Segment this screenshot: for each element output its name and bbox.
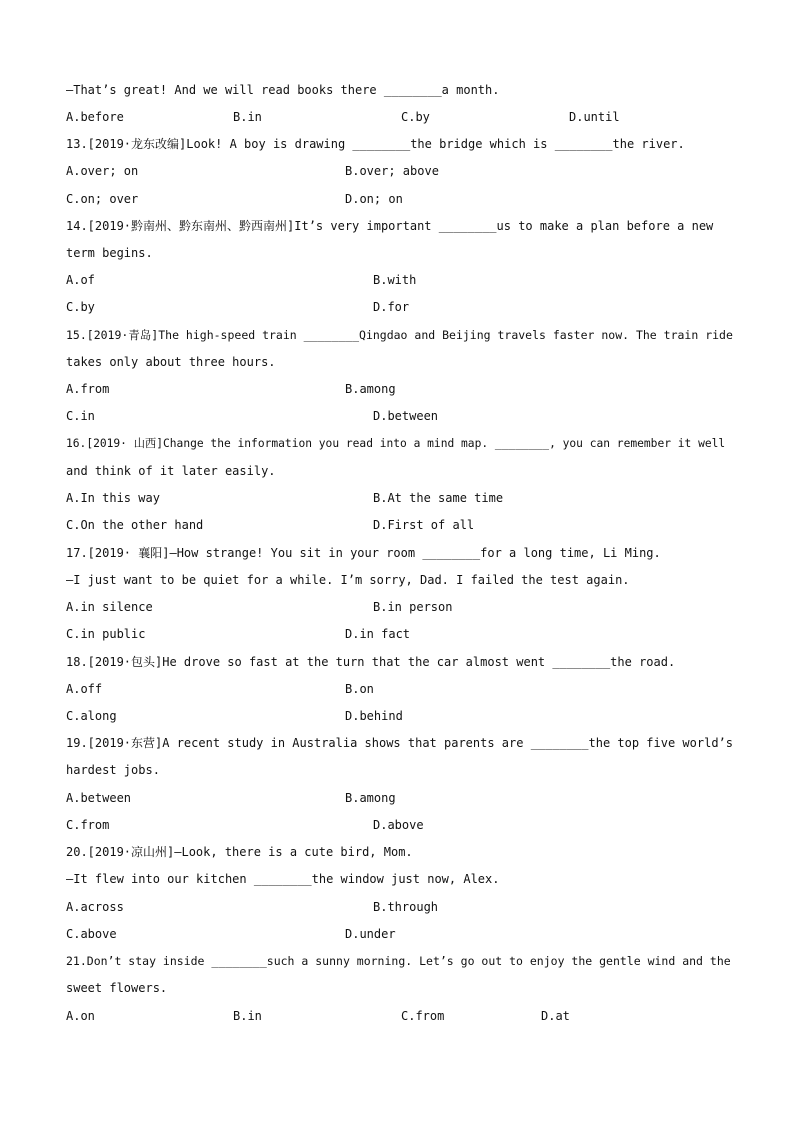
option-a: A.from bbox=[66, 382, 110, 396]
option-d: D.First of all bbox=[373, 518, 475, 532]
option-d: D.under bbox=[345, 927, 396, 941]
option-c: C.in bbox=[66, 409, 95, 423]
question-16-continued: and think of it later easily. bbox=[66, 464, 276, 478]
option-d: D.until bbox=[569, 110, 620, 124]
dialogue-line: —It flew into our kitchen ________the window just now, Alex. bbox=[66, 872, 500, 886]
option-b: B.on bbox=[345, 682, 374, 696]
question-21-continued: sweet flowers. bbox=[66, 981, 168, 995]
question-15: 15.[2019·青岛]The high-speed train ________Qingdao and Beijing travels faster now. The train ride bbox=[66, 328, 733, 342]
option-c: C.by bbox=[401, 110, 430, 124]
option-d: D.for bbox=[373, 300, 410, 314]
option-d: D.behind bbox=[345, 709, 403, 723]
option-c: C.from bbox=[66, 818, 110, 832]
option-b: B.with bbox=[373, 273, 417, 287]
option-a: A.across bbox=[66, 900, 124, 914]
option-b: B.in bbox=[233, 110, 262, 124]
option-a: A.off bbox=[66, 682, 103, 696]
option-c: C.on; over bbox=[66, 192, 139, 206]
option-c: C.On the other hand bbox=[66, 518, 204, 532]
option-b: B.At the same time bbox=[373, 491, 504, 505]
option-b: B.in bbox=[233, 1009, 262, 1023]
question-21: 21.Don’t stay inside ________such a sunny morning. Let’s go out to enjoy the gentle wind and the bbox=[66, 954, 731, 968]
question-14-continued: term begins. bbox=[66, 246, 153, 260]
option-b: B.among bbox=[345, 791, 396, 805]
option-a: A.between bbox=[66, 791, 132, 805]
option-c: C.by bbox=[66, 300, 95, 314]
question-16: 16.[2019· 山西]Change the information you read into a mind map. ________, you can remember it well bbox=[66, 437, 726, 450]
question-13: 13.[2019·龙东改编]Look! A boy is drawing ________the bridge which is ________the river. bbox=[66, 137, 685, 151]
option-b: B.through bbox=[373, 900, 439, 914]
option-d: D.on; on bbox=[345, 192, 403, 206]
option-a: A.on bbox=[66, 1009, 95, 1023]
question-20: 20.[2019·凉山州]—Look, there is a cute bird, Mom. bbox=[66, 845, 413, 859]
option-a: A.before bbox=[66, 110, 124, 124]
question-15-continued: takes only about three hours. bbox=[66, 355, 276, 369]
dialogue-line: —I just want to be quiet for a while. I’m sorry, Dad. I failed the test again. bbox=[66, 573, 630, 587]
option-a: A.In this way bbox=[66, 491, 160, 505]
question-19: 19.[2019·东营]A recent study in Australia shows that parents are ________the top five world’s bbox=[66, 736, 733, 750]
option-a: A.in silence bbox=[66, 600, 153, 614]
option-d: D.in fact bbox=[345, 627, 411, 641]
option-c: C.above bbox=[66, 927, 117, 941]
option-a: A.over; on bbox=[66, 164, 139, 178]
option-c: C.from bbox=[401, 1009, 445, 1023]
dialogue-line: —That’s great! And we will read books there ________a month. bbox=[66, 83, 500, 97]
option-c: C.along bbox=[66, 709, 117, 723]
option-b: B.over; above bbox=[345, 164, 439, 178]
option-d: D.above bbox=[373, 818, 424, 832]
option-b: B.among bbox=[345, 382, 396, 396]
option-a: A.of bbox=[66, 273, 95, 287]
option-d: D.at bbox=[541, 1009, 570, 1023]
question-19-continued: hardest jobs. bbox=[66, 763, 160, 777]
question-14: 14.[2019·黔南州、黔东南州、黔西南州]It’s very important ________us to make a plan before a new bbox=[66, 219, 714, 233]
option-b: B.in person bbox=[373, 600, 453, 614]
option-c: C.in public bbox=[66, 627, 146, 641]
question-17: 17.[2019· 襄阳]—How strange! You sit in your room ________for a long time, Li Ming. bbox=[66, 546, 661, 560]
question-18: 18.[2019·包头]He drove so fast at the turn that the car almost went ________the road. bbox=[66, 655, 676, 669]
option-d: D.between bbox=[373, 409, 439, 423]
